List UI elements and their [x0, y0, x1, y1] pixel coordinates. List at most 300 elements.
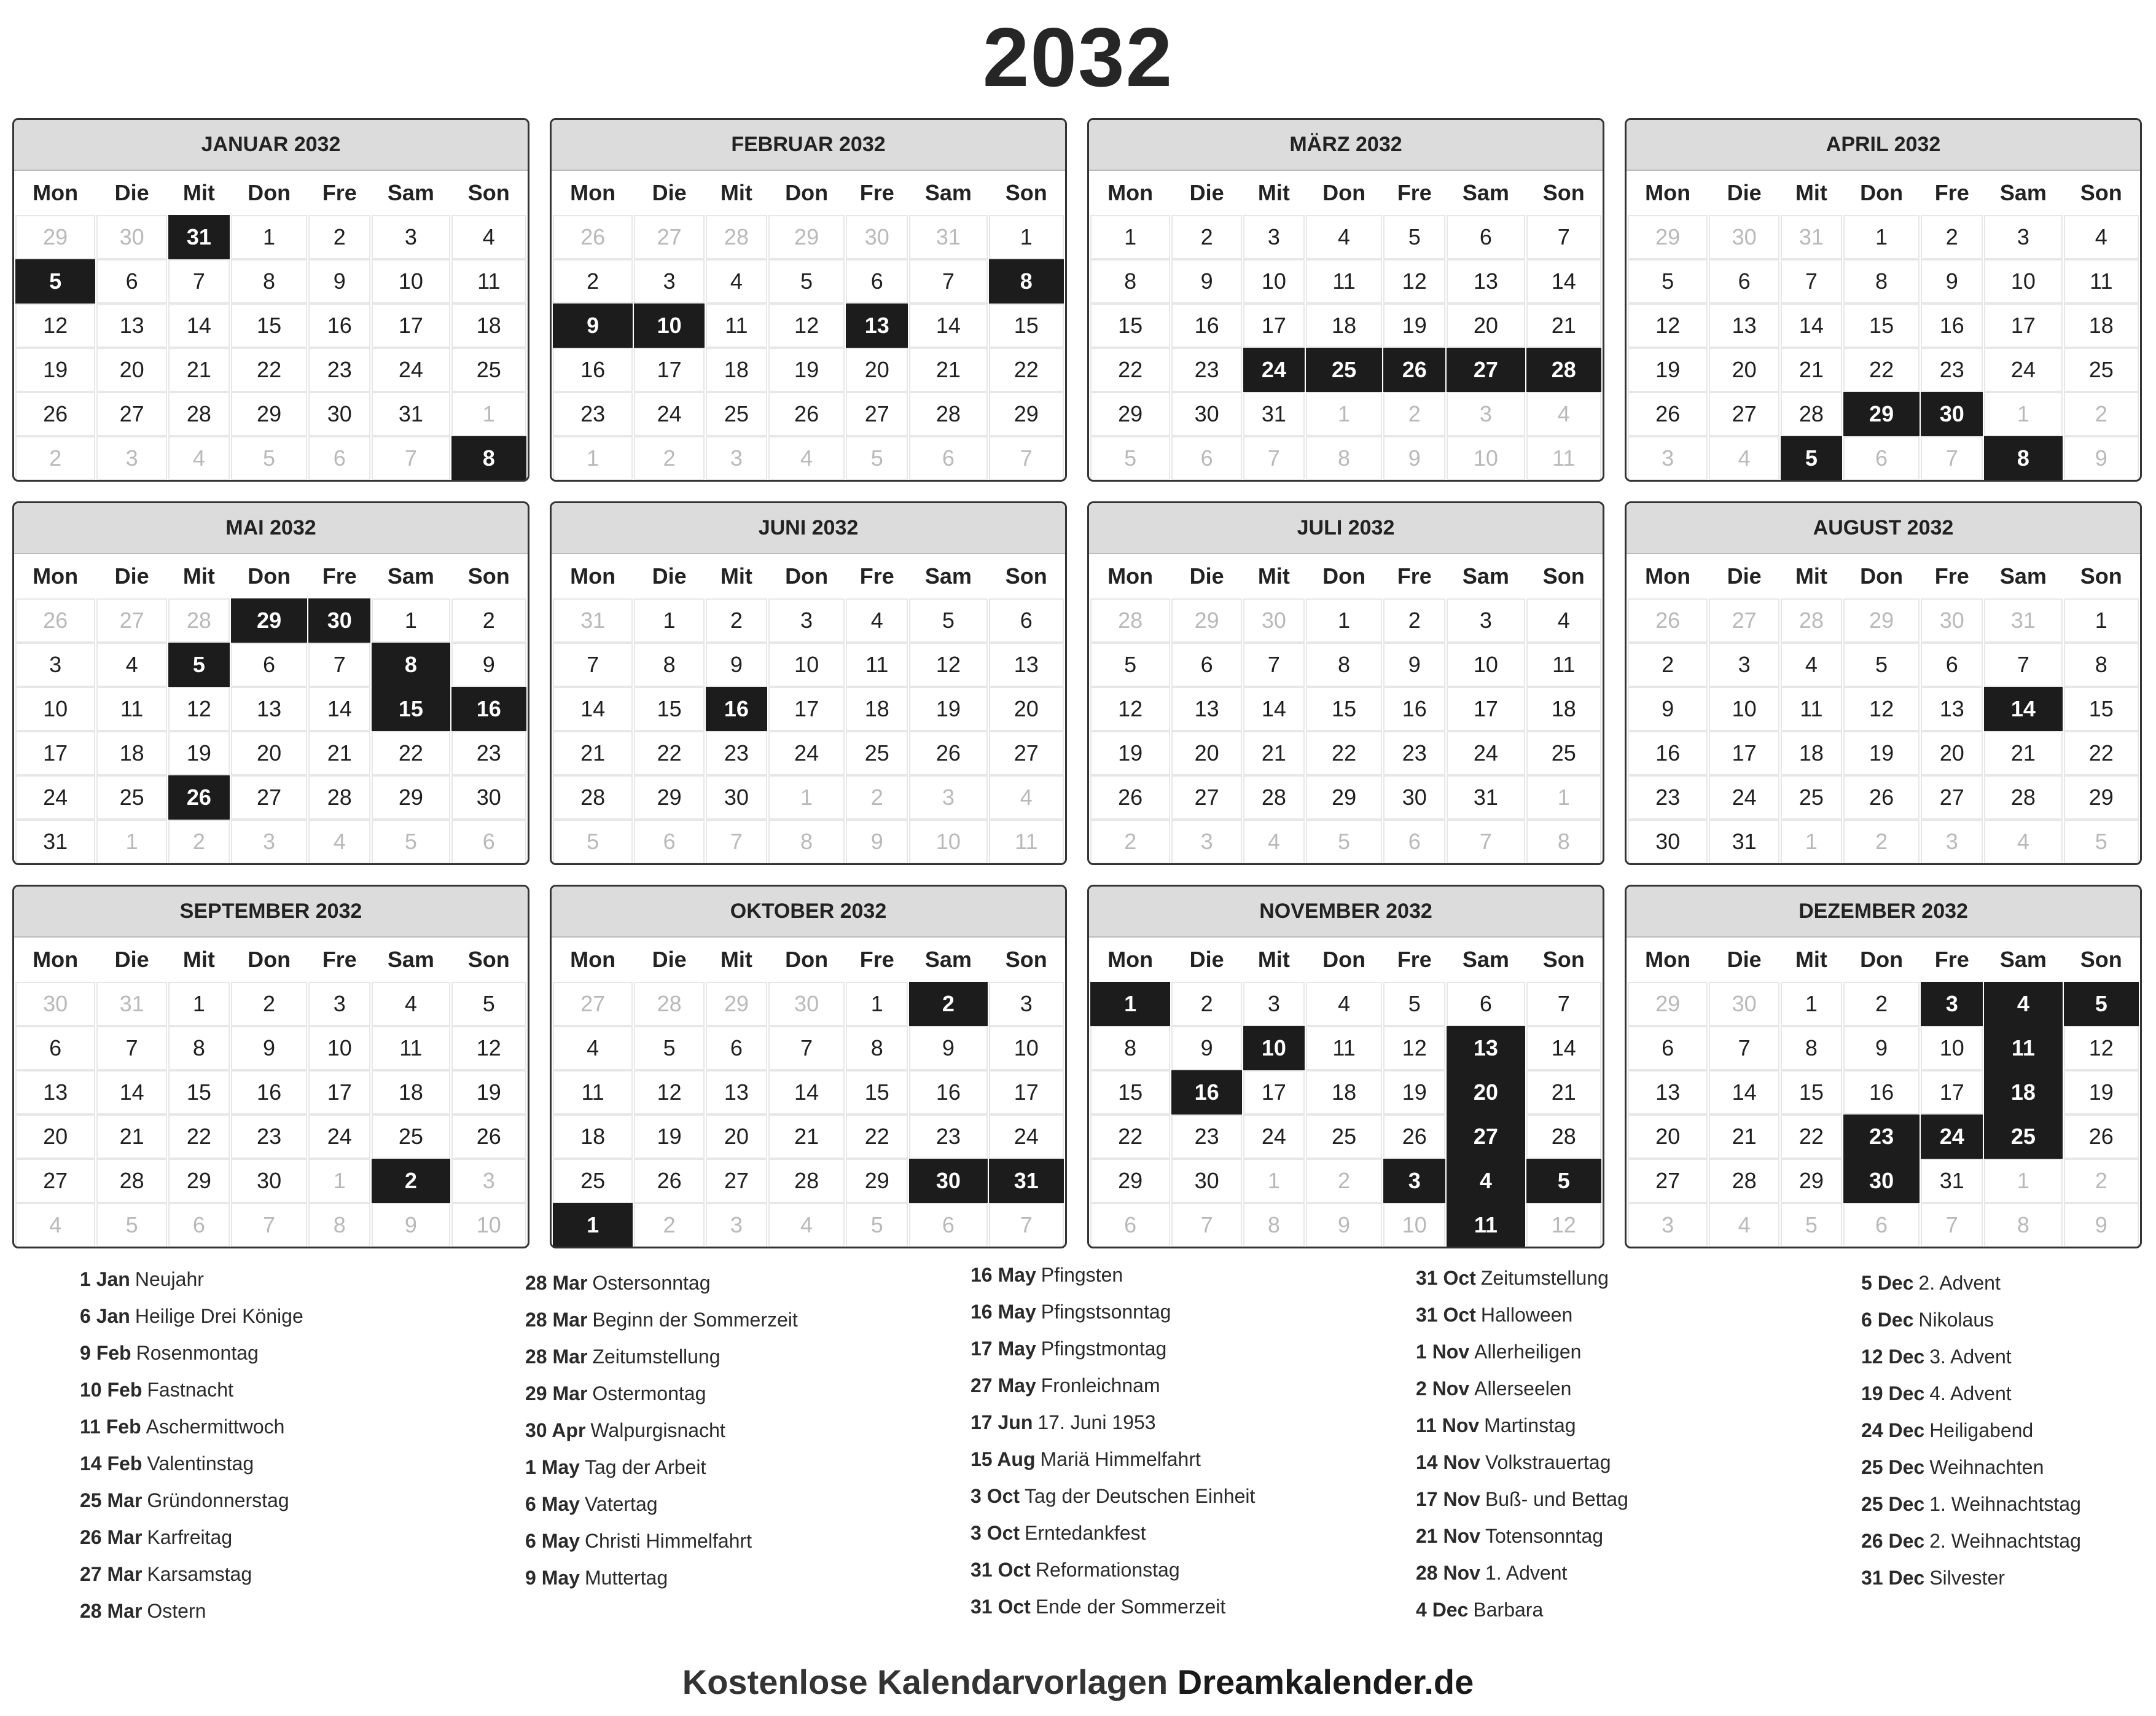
weekday-label: Don	[248, 563, 291, 589]
weekday-label: Die	[652, 563, 687, 589]
holiday-day-cell: 13	[846, 304, 908, 348]
holiday-day-cell: 5	[1781, 436, 1842, 480]
holiday-date: 28 Mar	[80, 1600, 143, 1622]
day-cell: 27	[231, 775, 307, 820]
holiday-item	[80, 1519, 303, 1556]
page-title: 2032	[982, 10, 1174, 104]
day-cell: 24	[1709, 775, 1779, 820]
month-title: OKTOBER 2032	[552, 887, 1065, 938]
adjacent-month-day-cell: 5	[372, 820, 450, 864]
day-cell: 10	[308, 1026, 370, 1070]
holiday-name: Zeitumstellung	[592, 1346, 721, 1368]
day-cell: 23	[1628, 775, 1708, 820]
day-cell: 14	[1781, 304, 1842, 348]
holiday-date: 6 May	[525, 1493, 580, 1515]
week-row	[15, 1203, 526, 1247]
day-cell: 6	[1921, 643, 1983, 687]
holiday-day-cell: 20	[1447, 1070, 1525, 1115]
day-cell: 7	[1243, 643, 1305, 687]
adjacent-month-day-cell: 7	[231, 1203, 307, 1247]
day-cell: 22	[1090, 348, 1170, 392]
holiday-day-cell: 25	[1306, 348, 1382, 392]
week-row	[1628, 982, 2139, 1026]
day-cell: 21	[1243, 731, 1305, 775]
adjacent-month-day-cell: 7	[706, 820, 767, 864]
adjacent-month-day-cell: 2	[168, 820, 230, 864]
holiday-date: 29 Mar	[525, 1382, 588, 1405]
day-cell: 13	[15, 1070, 95, 1115]
adjacent-month-day-cell: 3	[1628, 1203, 1708, 1247]
holiday-item	[525, 1264, 798, 1301]
day-cell: 3	[634, 259, 705, 304]
week-row	[1090, 304, 1601, 348]
weekday-label: Mon	[1107, 180, 1154, 205]
holiday-day-cell: 13	[1447, 1026, 1525, 1070]
weekday-label: Son	[1005, 563, 1047, 589]
day-cell: 16	[308, 304, 370, 348]
day-cell: 26	[1843, 775, 1920, 820]
holiday-item	[971, 1478, 1255, 1514]
day-cell: 30	[231, 1159, 307, 1203]
adjacent-month-day-cell: 7	[1921, 1203, 1983, 1247]
weekday-header-row	[553, 171, 1064, 215]
day-cell: 19	[768, 348, 845, 392]
day-cell: 28	[96, 1159, 167, 1203]
month-card	[12, 885, 529, 1248]
day-cell: 30	[1171, 1159, 1242, 1203]
day-cell: 20	[1447, 304, 1525, 348]
weekday-label: Mit	[1795, 180, 1827, 205]
holiday-item	[1416, 1296, 1628, 1333]
holiday-item	[525, 1559, 798, 1596]
day-cell: 30	[308, 392, 370, 436]
day-cell: 30	[451, 775, 526, 820]
holiday-date: 10 Feb	[80, 1379, 143, 1401]
holiday-date: 1 May	[525, 1456, 580, 1478]
week-row	[15, 436, 526, 480]
adjacent-month-day-cell: 28	[1781, 598, 1842, 643]
day-cell: 24	[989, 1115, 1064, 1159]
adjacent-month-day-cell: 2	[634, 436, 705, 480]
week-row	[553, 259, 1064, 304]
day-cell: 22	[168, 1115, 230, 1159]
holiday-name: Vatertag	[584, 1493, 658, 1515]
weekday-label: Fre	[322, 947, 357, 972]
adjacent-month-day-cell: 2	[2064, 392, 2139, 436]
weekday-label: Fre	[1934, 180, 1969, 205]
day-cell: 8	[1781, 1026, 1842, 1070]
day-cell: 16	[553, 348, 633, 392]
week-row	[15, 1115, 526, 1159]
day-cell: 4	[553, 1026, 633, 1070]
day-cell: 1	[1090, 215, 1170, 259]
holiday-item	[971, 1551, 1255, 1588]
holiday-name: Rosenmontag	[136, 1342, 259, 1364]
day-cell: 30	[1171, 392, 1242, 436]
day-cell: 23	[308, 348, 370, 392]
day-cell: 14	[308, 687, 370, 731]
day-cell: 4	[96, 643, 167, 687]
day-cell: 16	[1921, 304, 1983, 348]
day-cell: 1	[372, 598, 450, 643]
day-cell: 11	[96, 687, 167, 731]
adjacent-month-day-cell: 1	[1526, 775, 1601, 820]
day-cell: 24	[1984, 348, 2062, 392]
holiday-item	[971, 1441, 1255, 1478]
holiday-item	[971, 1367, 1255, 1404]
day-cell: 15	[634, 687, 705, 731]
weekday-label: Sam	[1999, 180, 2047, 205]
day-cell: 18	[1306, 1070, 1382, 1115]
day-cell: 23	[1383, 731, 1445, 775]
week-row	[1628, 1159, 2139, 1203]
holiday-name: Christi Himmelfahrt	[584, 1530, 752, 1552]
adjacent-month-day-cell: 30	[1709, 982, 1779, 1026]
day-cell: 20	[96, 348, 167, 392]
day-cell: 25	[451, 348, 526, 392]
holiday-day-cell: 18	[1984, 1070, 2062, 1115]
day-cell: 19	[15, 348, 95, 392]
day-cell: 28	[553, 775, 633, 820]
weekday-label: Fre	[1397, 180, 1432, 205]
adjacent-month-day-cell: 30	[1709, 215, 1779, 259]
week-row	[15, 775, 526, 820]
week-row	[1628, 1026, 2139, 1070]
holiday-date: 28 Mar	[525, 1272, 588, 1294]
adjacent-month-day-cell: 2	[634, 1203, 705, 1247]
day-cell: 23	[231, 1115, 307, 1159]
week-row	[1628, 598, 2139, 643]
day-cell: 21	[768, 1115, 845, 1159]
adjacent-month-day-cell: 29	[1843, 598, 1920, 643]
adjacent-month-day-cell: 29	[1171, 598, 1242, 643]
weekday-label: Fre	[859, 947, 894, 972]
month-card	[1625, 501, 2142, 865]
day-cell: 21	[168, 348, 230, 392]
day-cell: 27	[15, 1159, 95, 1203]
month-grid	[15, 171, 526, 480]
weekday-label: Mit	[182, 180, 215, 205]
holiday-day-cell: 16	[706, 687, 767, 731]
adjacent-month-day-cell: 9	[372, 1203, 450, 1247]
holiday-column	[80, 1261, 303, 1629]
holiday-name: Totensonntag	[1485, 1525, 1604, 1547]
holiday-name: Ostern	[147, 1600, 206, 1622]
adjacent-month-day-cell: 2	[1843, 820, 1920, 864]
adjacent-month-day-cell: 30	[1243, 598, 1305, 643]
day-cell: 29	[1090, 392, 1170, 436]
holiday-date: 26 Dec	[1861, 1530, 1925, 1552]
day-cell: 4	[1526, 598, 1601, 643]
adjacent-month-day-cell: 3	[909, 775, 987, 820]
day-cell: 13	[1628, 1070, 1708, 1115]
holiday-name: Tag der Arbeit	[584, 1456, 706, 1478]
week-row	[1628, 304, 2139, 348]
day-cell: 29	[231, 392, 307, 436]
day-cell: 18	[706, 348, 767, 392]
adjacent-month-day-cell: 2	[2064, 1159, 2139, 1203]
day-cell: 26	[1383, 1115, 1445, 1159]
weekday-label: Mon	[1645, 563, 1691, 589]
day-cell: 20	[706, 1115, 767, 1159]
holiday-item	[1861, 1559, 2081, 1596]
day-cell: 11	[372, 1026, 450, 1070]
day-cell: 22	[231, 348, 307, 392]
holiday-item	[525, 1301, 798, 1338]
week-row	[553, 436, 1064, 480]
day-cell: 2	[1171, 215, 1242, 259]
day-cell: 28	[308, 775, 370, 820]
weekday-label: Don	[785, 180, 829, 205]
day-cell: 2	[1628, 643, 1708, 687]
day-cell: 22	[2064, 731, 2139, 775]
holiday-item	[1861, 1301, 2081, 1338]
adjacent-month-day-cell: 3	[1171, 820, 1242, 864]
adjacent-month-day-cell: 10	[1447, 436, 1525, 480]
weekday-label: Fre	[1934, 947, 1969, 972]
day-cell: 3	[15, 643, 95, 687]
adjacent-month-day-cell: 8	[1526, 820, 1601, 864]
weekday-label: Don	[1860, 563, 1904, 589]
day-cell: 12	[1383, 259, 1445, 304]
day-cell: 4	[2064, 215, 2139, 259]
day-cell: 31	[372, 392, 450, 436]
week-row	[553, 1203, 1064, 1247]
holiday-name: Erntedankfest	[1025, 1522, 1146, 1544]
adjacent-month-day-cell: 6	[1843, 436, 1920, 480]
day-cell: 2	[706, 598, 767, 643]
holiday-name: Barbara	[1473, 1599, 1544, 1621]
day-cell: 18	[451, 304, 526, 348]
footer-brand-link[interactable]: Dreamkalender.de	[1177, 1663, 1474, 1701]
day-cell: 13	[231, 687, 307, 731]
holiday-date: 28 Nov	[1416, 1562, 1480, 1584]
day-cell: 6	[1447, 215, 1525, 259]
holiday-name: Heilige Drei Könige	[135, 1305, 303, 1327]
day-cell: 13	[1171, 687, 1242, 731]
holiday-item	[1416, 1481, 1628, 1518]
day-cell: 17	[15, 731, 95, 775]
day-cell: 4	[372, 982, 450, 1026]
holiday-date: 26 Mar	[80, 1526, 143, 1548]
day-cell: 18	[1781, 731, 1842, 775]
weekday-label: Mit	[1795, 947, 1827, 972]
week-row	[15, 982, 526, 1026]
holiday-name: Aschermittwoch	[146, 1416, 285, 1438]
adjacent-month-day-cell: 7	[1171, 1203, 1242, 1247]
adjacent-month-day-cell: 9	[1306, 1203, 1382, 1247]
weekday-label: Mon	[1107, 947, 1154, 972]
day-cell: 22	[1090, 1115, 1170, 1159]
day-cell: 7	[1781, 259, 1842, 304]
holiday-day-cell: 23	[1843, 1115, 1920, 1159]
week-row	[1090, 392, 1601, 436]
day-cell: 13	[989, 643, 1064, 687]
holiday-column	[1416, 1260, 1628, 1628]
week-row	[553, 1026, 1064, 1070]
week-row	[553, 348, 1064, 392]
holiday-name: Valentinstag	[147, 1452, 254, 1475]
week-row	[1628, 392, 2139, 436]
day-cell: 15	[846, 1070, 908, 1115]
day-cell: 7	[96, 1026, 167, 1070]
adjacent-month-day-cell: 7	[1921, 436, 1983, 480]
holiday-day-cell: 27	[1447, 348, 1525, 392]
holiday-day-cell: 5	[2064, 982, 2139, 1026]
holiday-item	[971, 1256, 1255, 1293]
holiday-item	[1416, 1554, 1628, 1591]
day-cell: 10	[1709, 687, 1779, 731]
day-cell: 19	[1383, 1070, 1445, 1115]
adjacent-month-day-cell: 7	[1243, 436, 1305, 480]
holiday-date: 9 Feb	[80, 1342, 131, 1364]
holiday-date: 3 Oct	[971, 1522, 1020, 1544]
holiday-day-cell: 5	[15, 259, 95, 304]
day-cell: 24	[768, 731, 845, 775]
weekday-header-row	[1090, 938, 1601, 982]
week-row	[1090, 775, 1601, 820]
adjacent-month-day-cell: 2	[1090, 820, 1170, 864]
day-cell: 9	[909, 1026, 987, 1070]
day-cell: 26	[2064, 1115, 2139, 1159]
adjacent-month-day-cell: 3	[706, 1203, 767, 1247]
day-cell: 13	[96, 304, 167, 348]
day-cell: 22	[846, 1115, 908, 1159]
weekday-label: Sam	[387, 563, 434, 589]
day-cell: 5	[1090, 643, 1170, 687]
adjacent-month-day-cell: 27	[96, 598, 167, 643]
day-cell: 8	[2064, 643, 2139, 687]
week-row	[15, 731, 526, 775]
holiday-item	[1861, 1338, 2081, 1375]
adjacent-month-day-cell: 28	[706, 215, 767, 259]
weekday-label: Mit	[1257, 563, 1290, 589]
day-cell: 26	[15, 392, 95, 436]
weekday-label: Son	[1542, 947, 1585, 972]
weekday-label: Mit	[182, 563, 215, 589]
holiday-date: 16 May	[971, 1264, 1036, 1286]
adjacent-month-day-cell: 6	[308, 436, 370, 480]
adjacent-month-day-cell: 29	[1628, 982, 1708, 1026]
month-grid	[15, 938, 526, 1247]
week-row	[15, 392, 526, 436]
weekday-label: Sam	[1462, 180, 1509, 205]
day-cell: 18	[2064, 304, 2139, 348]
month-card	[1087, 118, 1604, 482]
holiday-name: 3. Advent	[1929, 1346, 2012, 1368]
day-cell: 28	[768, 1159, 845, 1203]
holiday-name: Karsamstag	[147, 1563, 252, 1585]
holiday-day-cell: 1	[1090, 982, 1170, 1026]
adjacent-month-day-cell: 30	[96, 215, 167, 259]
day-cell: 19	[451, 1070, 526, 1115]
day-cell: 14	[1526, 1026, 1601, 1070]
holiday-day-cell: 11	[1984, 1026, 2062, 1070]
adjacent-month-day-cell: 31	[1781, 215, 1842, 259]
adjacent-month-day-cell: 9	[846, 820, 908, 864]
adjacent-month-day-cell: 5	[96, 1203, 167, 1247]
day-cell: 21	[1984, 731, 2062, 775]
day-cell: 1	[1843, 215, 1920, 259]
day-cell: 19	[1090, 731, 1170, 775]
day-cell: 10	[15, 687, 95, 731]
day-cell: 7	[909, 259, 987, 304]
holiday-name: Nikolaus	[1918, 1309, 1994, 1331]
weekday-header-row	[1628, 938, 2139, 982]
day-cell: 17	[1709, 731, 1779, 775]
holiday-name: Reformationstag	[1035, 1559, 1180, 1581]
weekday-label: Die	[1189, 947, 1224, 972]
day-cell: 8	[634, 643, 705, 687]
month-title: JULI 2032	[1089, 503, 1603, 554]
weekday-label: Mit	[1257, 947, 1290, 972]
day-cell: 15	[1090, 304, 1170, 348]
adjacent-month-day-cell: 28	[634, 982, 705, 1026]
day-cell: 8	[1306, 643, 1382, 687]
holiday-date: 25 Dec	[1861, 1493, 1925, 1515]
holiday-item	[1861, 1412, 2081, 1449]
week-row	[15, 304, 526, 348]
day-cell: 1	[1306, 598, 1382, 643]
day-cell: 3	[1243, 215, 1305, 259]
day-cell: 27	[706, 1159, 767, 1203]
day-cell: 29	[168, 1159, 230, 1203]
holiday-item	[1416, 1260, 1628, 1296]
day-cell: 2	[1921, 215, 1983, 259]
day-cell: 2	[1383, 598, 1445, 643]
week-row	[553, 215, 1064, 259]
month-grid	[553, 171, 1064, 480]
week-row	[15, 1026, 526, 1070]
day-cell: 8	[1090, 259, 1170, 304]
holiday-day-cell: 28	[1526, 348, 1601, 392]
adjacent-month-day-cell: 4	[168, 436, 230, 480]
day-cell: 21	[308, 731, 370, 775]
adjacent-month-day-cell: 4	[1709, 1203, 1779, 1247]
weekday-label: Son	[467, 947, 510, 972]
week-row	[553, 687, 1064, 731]
adjacent-month-day-cell: 28	[168, 598, 230, 643]
day-cell: 27	[1628, 1159, 1708, 1203]
week-row	[15, 687, 526, 731]
weekday-label: Fre	[1397, 563, 1432, 589]
day-cell: 6	[846, 259, 908, 304]
day-cell: 26	[768, 392, 845, 436]
holiday-day-cell: 8	[451, 436, 526, 480]
month-card	[1625, 885, 2142, 1248]
day-cell: 17	[1984, 304, 2062, 348]
day-cell: 9	[1921, 259, 1983, 304]
holiday-date: 6 Dec	[1861, 1309, 1914, 1331]
day-cell: 4	[1781, 643, 1842, 687]
day-cell: 21	[1526, 304, 1601, 348]
weekday-label: Don	[1322, 947, 1366, 972]
adjacent-month-day-cell: 6	[909, 1203, 987, 1247]
day-cell: 28	[1984, 775, 2062, 820]
day-cell: 31	[1709, 820, 1779, 864]
weekday-label: Don	[248, 180, 291, 205]
holiday-item	[80, 1334, 303, 1371]
day-cell: 17	[1921, 1070, 1983, 1115]
month-grid	[15, 554, 526, 864]
holiday-day-cell: 2	[909, 982, 987, 1026]
holiday-item	[971, 1293, 1255, 1330]
holiday-date: 30 Apr	[525, 1419, 586, 1441]
weekday-label: Sam	[1462, 563, 1509, 589]
week-row	[553, 1070, 1064, 1115]
day-cell: 28	[168, 392, 230, 436]
holiday-item	[80, 1556, 303, 1593]
